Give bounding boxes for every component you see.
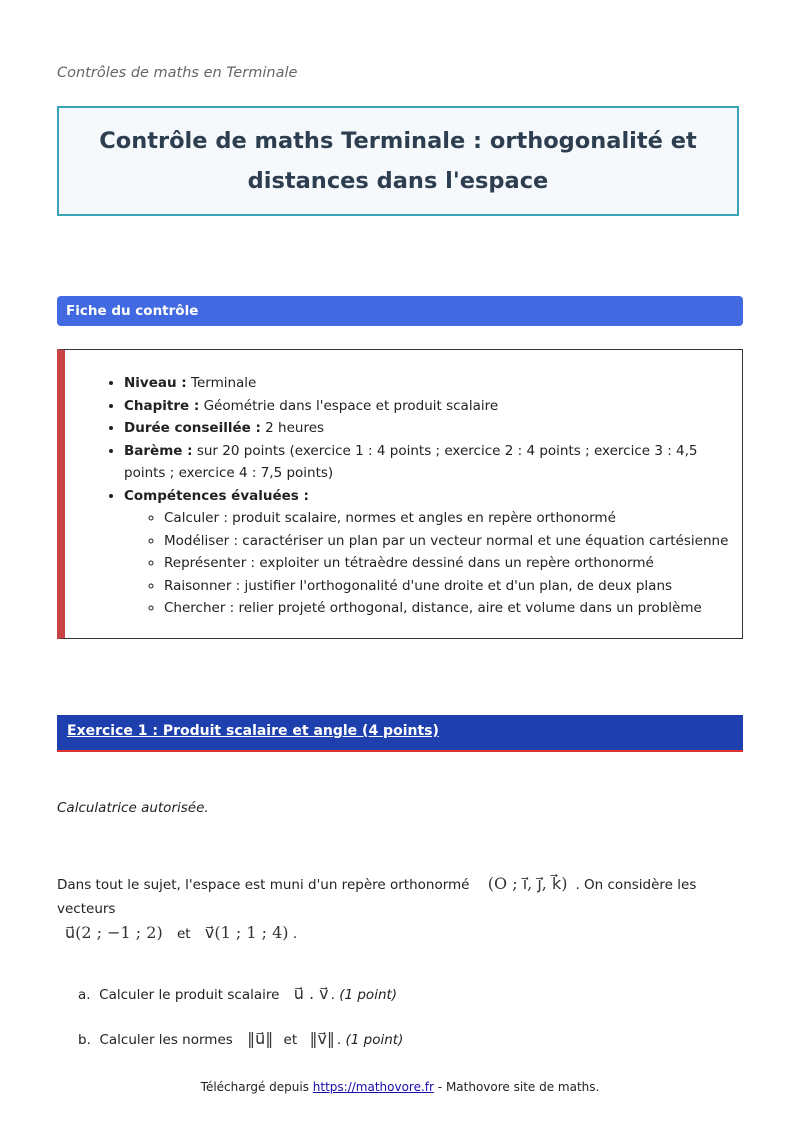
footer-suffix: - Mathovore site de maths. [437,1080,600,1094]
question-a [78,984,397,1003]
and-text: et [177,926,191,942]
fiche-box [57,349,743,639]
fiche-value: 2 heures [265,420,325,436]
fiche-item-bareme [124,440,734,485]
title-box [57,106,739,216]
intro-text: Dans tout le sujet, l'espace est muni d'un repère orthonormé [57,877,470,893]
fiche-list [115,372,734,620]
fiche-value: Géométrie dans l'espace et produit scalaire [203,397,499,414]
fiche-item-chapitre [124,395,734,418]
fiche-value: Terminale [191,375,257,391]
intro-text: . On considère les vecteurs [57,877,697,917]
fiche-label: Compétences évaluées : [124,487,309,504]
fiche-label: Durée conseillée : [124,420,261,436]
competence-item: ◦ Représenter : exploiter un tétraèdre dessiné dans un repère orthonormé [164,552,734,575]
competence-item: ◦ Chercher : relier projeté orthogonal, distance, aire et volume dans un problème [164,597,734,620]
fiche-value: sur 20 points (exercice 1 : 4 points ; exercice 2 : 4 points ; exercice 3 : 4,5 points ; exercice 4 : 7,5 points) [124,442,698,481]
fiche-item-niveau [124,372,734,395]
breadcrumb[interactable]: Contrôles de maths en Terminale [57,65,298,81]
question-text: Calculer les normes [99,1032,233,1048]
question-letter: a. [78,987,91,1003]
footer [0,1080,800,1094]
question-tail: . [336,1032,342,1048]
fiche-label: Niveau : [124,375,187,391]
exercise-1-header[interactable] [57,715,743,752]
calculator-note: Calculatrice autorisée. [57,800,209,816]
page-title: Contrôle de maths Terminale : orthogonalité et distances dans l'espace [99,128,697,194]
vector-u: u⃗(2 ; −1 ; 2) [65,923,163,942]
competence-item: ◦ Calculer : produit scalaire, normes et angles en repère orthonormé [164,507,734,530]
competence-item: ◦ Modéliser : caractériser un plan par un vecteur normal et une équation cartésienne [164,530,734,553]
fiche-item-duree [124,417,734,440]
fiche-label: Barème : [124,442,193,459]
footer-link[interactable]: https://mathovore.fr [312,1080,434,1094]
question-b [78,1029,403,1048]
norm-u-formula: ‖u⃗‖ [247,1029,274,1048]
question-points: (1 point) [345,1032,404,1048]
question-text: Calculer le produit scalaire [99,987,280,1003]
question-letter: b. [78,1032,91,1048]
footer-prefix: Téléchargé depuis [200,1080,309,1094]
and-text: et [283,1032,298,1048]
question-tail: . [330,987,335,1003]
period: . [292,926,298,942]
fiche-label: Chapitre : [124,397,200,414]
vector-v: v⃗(1 ; 1 ; 4) [204,923,289,942]
basis-formula: (O ; i⃗, j⃗, k⃗) [487,874,568,893]
exercise-1-title[interactable]: Exercice 1 : Produit scalaire et angle (4 points) [67,723,439,739]
exercise-intro [57,872,743,946]
norm-v-formula: ‖v⃗‖ [309,1029,335,1048]
fiche-header: Fiche du contrôle [57,296,743,326]
dot-product-formula: u⃗ . v⃗ [293,984,329,1003]
competence-item: ◦ Raisonner : justifier l'orthogonalité d'une droite et d'un plan, de deux plans [164,575,734,598]
competences-list [124,507,734,620]
question-points: (1 point) [339,987,398,1003]
fiche-item-competences [124,485,734,620]
